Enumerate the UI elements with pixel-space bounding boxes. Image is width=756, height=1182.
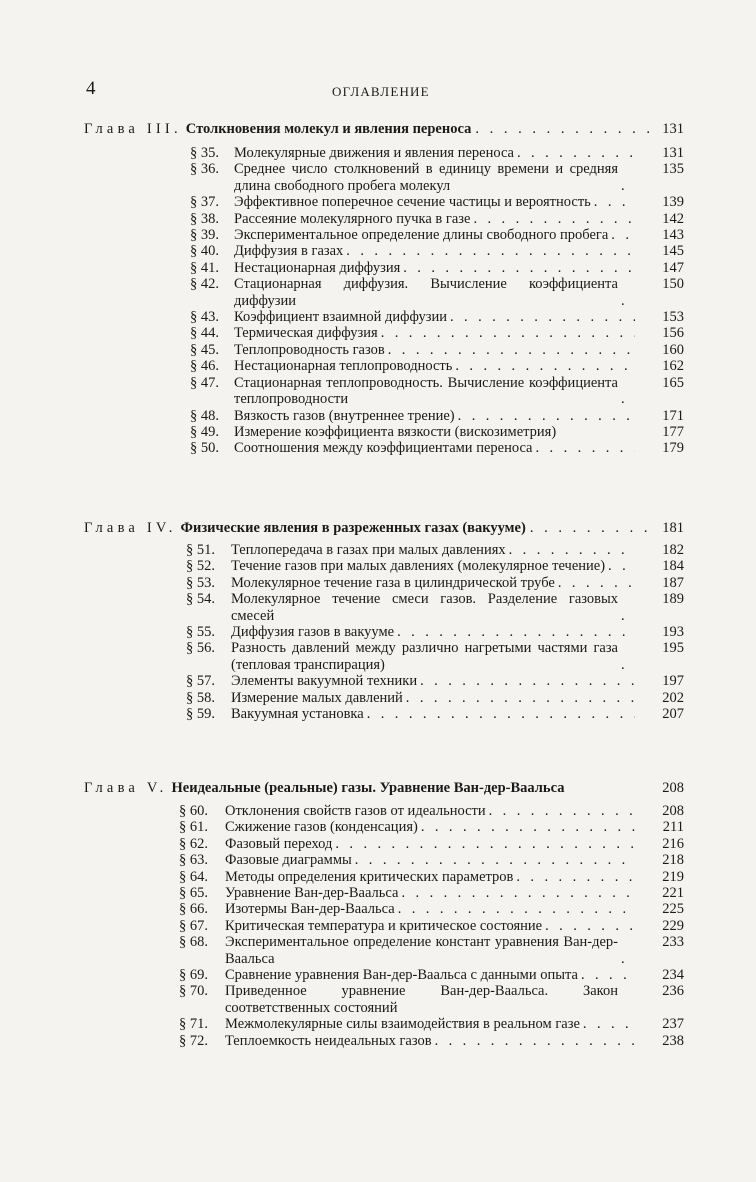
- section-page-number: 237: [662, 1016, 684, 1033]
- section-body: [225, 819, 638, 835]
- section-page-number: 143: [662, 227, 684, 244]
- section-page-number: 202: [662, 689, 684, 706]
- chapter-heading[interactable]: [84, 780, 684, 797]
- section-number: § 51.: [186, 542, 215, 558]
- section-list: [190, 145, 684, 457]
- section-title: Методы определения критических параметров: [225, 868, 514, 885]
- section-body: [234, 375, 638, 408]
- dot-leader: [397, 624, 635, 640]
- section-page-number: 216: [662, 835, 684, 852]
- section-page-number: 218: [662, 852, 684, 869]
- dot-leader: [346, 243, 635, 259]
- section-number: § 63.: [179, 852, 208, 869]
- section-body: [225, 918, 638, 934]
- section-title: Отклонения свойств газов от идеальности: [225, 803, 486, 819]
- toc-entry[interactable]: [190, 325, 684, 341]
- section-body: [225, 852, 638, 868]
- section-number: § 39.: [190, 227, 219, 244]
- section-title: Нестационарная теплопроводность: [234, 358, 453, 375]
- chapter-row: [84, 520, 684, 537]
- section-page-number: 135: [662, 161, 684, 178]
- section-title: Приведенное уравнение Ван-дер-Ваальса. Закон соответственных состояний: [225, 983, 618, 1016]
- dot-leader: [621, 608, 635, 624]
- toc-entry[interactable]: [190, 424, 684, 440]
- toc-entry[interactable]: [190, 243, 684, 259]
- dot-leader: [558, 575, 635, 591]
- section-page-number: 160: [662, 341, 684, 358]
- toc-entry[interactable]: [186, 690, 684, 706]
- toc-entry[interactable]: [190, 408, 684, 424]
- section-page-number: 211: [662, 819, 684, 836]
- dot-leader: [401, 885, 635, 901]
- section-page-number: 156: [662, 325, 684, 342]
- section-body: [234, 161, 638, 194]
- section-title: Фазовый переход: [225, 835, 333, 852]
- dot-leader: [381, 325, 635, 341]
- toc-entry[interactable]: [190, 145, 684, 161]
- section-page-number: 208: [662, 803, 684, 819]
- section-number: § 67.: [179, 917, 208, 934]
- section-body: [225, 803, 638, 819]
- section-title: Сжижение газов (конденсация): [225, 819, 418, 836]
- section-number: § 38.: [190, 210, 219, 227]
- section-number: § 53.: [186, 574, 215, 591]
- toc-entry[interactable]: [179, 869, 684, 885]
- section-title: Разность давлений между различно нагретыми частями газа (тепловая транспирация): [231, 640, 618, 673]
- section-body: [234, 227, 638, 243]
- section-body: [225, 1016, 638, 1032]
- section-number: § 57.: [186, 673, 215, 690]
- section-number: § 60.: [179, 803, 208, 819]
- section-body: [234, 211, 638, 227]
- toc-entry[interactable]: [190, 342, 684, 358]
- section-title: Стационарная диффузия. Вычисление коэффициента диффузии: [234, 276, 618, 309]
- section-number: § 64.: [179, 868, 208, 885]
- toc-entry[interactable]: [190, 276, 684, 309]
- toc-entry[interactable]: [186, 706, 684, 722]
- section-body: [234, 260, 638, 276]
- dot-leader: [621, 951, 635, 967]
- toc-entry[interactable]: [179, 1033, 684, 1049]
- section-body: [231, 542, 638, 558]
- toc-entry[interactable]: [179, 918, 684, 934]
- section-body: [225, 983, 638, 1016]
- section-number: § 61.: [179, 819, 208, 836]
- section-page-number: 225: [662, 901, 684, 918]
- section-title: Диффузия в газах: [234, 243, 344, 260]
- section-page-number: 150: [662, 276, 684, 293]
- chapter-row: [84, 121, 684, 138]
- section-title: Вязкость газов (внутреннее трение): [234, 407, 455, 424]
- section-page-number: 162: [662, 358, 684, 375]
- chapter-title: Физические явления в разреженных газах (вакууме): [180, 520, 526, 536]
- section-title: Измерение коэффициента вязкости (вискозиметрия): [234, 423, 557, 440]
- section-page-number: 142: [662, 210, 684, 227]
- toc-entry[interactable]: [179, 1016, 684, 1032]
- section-number: § 70.: [179, 983, 208, 1000]
- section-page-number: 147: [662, 259, 684, 276]
- section-body: [231, 591, 638, 624]
- dot-leader: [435, 1033, 635, 1049]
- section-number: § 48.: [190, 407, 219, 424]
- section-body: [234, 424, 638, 440]
- dot-leader: [536, 440, 636, 456]
- section-page-number: 238: [662, 1032, 684, 1049]
- section-body: [231, 575, 638, 591]
- section-body: [225, 885, 638, 901]
- toc-entry[interactable]: [190, 260, 684, 276]
- toc-entry[interactable]: [186, 591, 684, 624]
- chapter-page-number: 208: [662, 780, 684, 796]
- section-body: [234, 408, 638, 424]
- dot-leader: [489, 803, 635, 819]
- toc-entry[interactable]: [179, 819, 684, 835]
- section-number: § 69.: [179, 967, 208, 984]
- section-number: § 37.: [190, 194, 219, 211]
- section-title: Теплопроводность газов: [234, 341, 385, 358]
- section-number: § 54.: [186, 591, 215, 608]
- chapter-page-number: 131: [662, 121, 684, 137]
- section-title: Молекулярное течение смеси газов. Разделение газовых смесей: [231, 591, 618, 624]
- chapter-label: Глава IV.: [84, 520, 177, 536]
- section-title: Экспериментальное определение длины свободного пробега: [234, 227, 609, 244]
- section-page-number: 171: [662, 407, 684, 424]
- toc-entry[interactable]: [186, 542, 684, 558]
- dot-leader: [455, 358, 635, 374]
- chapter-title: Неидеальные (реальные) газы. Уравнение Ван-дер-Ваальса: [171, 780, 565, 796]
- page-number: 4: [86, 78, 96, 99]
- section-page-number: 229: [662, 917, 684, 934]
- section-page-number: 234: [662, 967, 684, 984]
- dot-leader: [621, 657, 635, 673]
- section-number: § 40.: [190, 243, 219, 260]
- toc-entry[interactable]: [179, 885, 684, 901]
- section-title: Рассеяние молекулярного пучка в газе: [234, 210, 471, 227]
- toc-entry[interactable]: [186, 558, 684, 574]
- section-page-number: 197: [662, 673, 684, 690]
- toc-entry[interactable]: [179, 836, 684, 852]
- dot-leader: [475, 121, 650, 138]
- section-title: Вакуумная установка: [231, 706, 364, 723]
- toc-entry[interactable]: [190, 375, 684, 408]
- section-title: Теплоемкость неидеальных газов: [225, 1032, 432, 1049]
- chapter-title: Столкновения молекул и явления переноса: [185, 121, 472, 137]
- dot-leader: [367, 706, 635, 722]
- section-body: [231, 690, 638, 706]
- section-page-number: 165: [662, 374, 684, 391]
- section-number: § 55.: [186, 624, 215, 641]
- toc-entry[interactable]: [186, 575, 684, 591]
- section-number: § 72.: [179, 1032, 208, 1049]
- toc-entry[interactable]: [179, 803, 684, 819]
- section-title: Термическая диффузия: [234, 325, 378, 342]
- section-number: § 46.: [190, 358, 219, 375]
- dot-leader: [545, 918, 635, 934]
- section-number: § 35.: [190, 145, 219, 161]
- section-number: § 44.: [190, 325, 219, 342]
- section-list: [179, 803, 684, 1049]
- toc-entry[interactable]: [179, 967, 684, 983]
- section-title: Диффузия газов в вакууме: [231, 624, 395, 641]
- section-number: § 52.: [186, 558, 215, 575]
- dot-leader: [583, 1016, 635, 1032]
- toc-entry[interactable]: [190, 194, 684, 210]
- toc-entry[interactable]: [190, 161, 684, 194]
- section-number: § 58.: [186, 689, 215, 706]
- section-body: [234, 342, 638, 358]
- section-page-number: 177: [662, 423, 684, 440]
- section-title: Измерение малых давлений: [231, 689, 403, 706]
- section-body: [225, 901, 638, 917]
- section-page-number: 219: [662, 868, 684, 885]
- dot-leader: [517, 145, 635, 161]
- section-page-number: 207: [662, 706, 684, 723]
- dot-leader: [335, 836, 635, 852]
- section-title: Изотермы Ван-дер-Ваальса: [225, 901, 395, 918]
- toc-entry[interactable]: [186, 673, 684, 689]
- toc-entry[interactable]: [186, 624, 684, 640]
- dot-leader: [621, 391, 635, 407]
- section-body: [225, 869, 638, 885]
- section-number: § 71.: [179, 1016, 208, 1033]
- section-page-number: 195: [662, 640, 684, 657]
- section-body: [234, 325, 638, 341]
- section-title: Течение газов при малых давлениях (молекулярное течение): [231, 558, 606, 575]
- dot-leader: [403, 260, 635, 276]
- section-number: § 50.: [190, 440, 219, 457]
- section-title: Нестационарная диффузия: [234, 259, 401, 276]
- toc-entry[interactable]: [179, 852, 684, 868]
- dot-leader: [621, 293, 635, 309]
- section-body: [225, 1033, 638, 1049]
- dot-leader: [621, 178, 635, 194]
- toc-entry[interactable]: [190, 440, 684, 456]
- section-number: § 59.: [186, 706, 215, 723]
- section-title: Молекулярные движения и явления переноса: [234, 145, 514, 161]
- section-page-number: 182: [662, 542, 684, 558]
- section-title: Эффективное поперечное сечение частицы и вероятность: [234, 194, 591, 211]
- toc-entry[interactable]: [190, 309, 684, 325]
- section-page-number: 236: [662, 983, 684, 1000]
- section-body: [234, 194, 638, 210]
- section-number: § 65.: [179, 885, 208, 902]
- section-body: [231, 624, 638, 640]
- section-body: [234, 309, 638, 325]
- section-body: [231, 706, 638, 722]
- chapter-row: [84, 780, 684, 797]
- section-page-number: 221: [662, 885, 684, 902]
- section-title: Стационарная теплопроводность. Вычисление коэффициента теплопроводности: [234, 374, 618, 408]
- section-body: [225, 934, 638, 967]
- section-number: § 42.: [190, 276, 219, 293]
- section-number: § 43.: [190, 309, 219, 326]
- section-title: Экспериментальное определение констант уравнения Ван-дер-Ваальса: [225, 934, 618, 967]
- section-body: [234, 358, 638, 374]
- section-body: [225, 967, 638, 983]
- section-number: § 47.: [190, 374, 219, 391]
- section-page-number: 189: [662, 591, 684, 608]
- section-page-number: 145: [662, 243, 684, 260]
- section-list: [186, 542, 684, 722]
- section-title: Сравнение уравнения Ван-дер-Ваальса с данными опыта: [225, 967, 578, 984]
- dot-leader: [420, 673, 635, 689]
- chapter-page-number: 181: [662, 520, 684, 536]
- section-title: Соотношения между коэффициентами переноса: [234, 440, 533, 457]
- section-number: § 49.: [190, 423, 219, 440]
- toc-entry[interactable]: [190, 358, 684, 374]
- section-body: [234, 276, 638, 309]
- section-title: Фазовые диаграммы: [225, 852, 352, 869]
- section-number: § 68.: [179, 934, 208, 951]
- dot-leader: [516, 869, 635, 885]
- dot-leader: [406, 690, 635, 706]
- section-body: [231, 640, 638, 673]
- section-body: [234, 145, 638, 161]
- chapter-heading[interactable]: [84, 121, 684, 138]
- section-number: § 45.: [190, 341, 219, 358]
- section-page-number: 193: [662, 624, 684, 641]
- chapter-heading[interactable]: [84, 520, 684, 537]
- section-page-number: 153: [662, 309, 684, 326]
- section-body: [225, 836, 638, 852]
- toc-entry[interactable]: [190, 211, 684, 227]
- dot-leader: [473, 211, 635, 227]
- chapter-label: Глава III.: [84, 121, 182, 137]
- dot-leader: [388, 342, 635, 358]
- section-number: § 56.: [186, 640, 215, 657]
- section-title: Молекулярное течение газа в цилиндрической трубе: [231, 574, 555, 591]
- dot-leader: [458, 408, 635, 424]
- dot-leader: [450, 309, 635, 325]
- running-title: ОГЛАВЛЕНИЕ: [332, 84, 430, 99]
- section-page-number: 139: [662, 194, 684, 211]
- section-body: [231, 673, 638, 689]
- section-body: [234, 440, 638, 456]
- dot-leader: [355, 852, 635, 868]
- toc-entry[interactable]: [179, 901, 684, 917]
- dot-leader: [398, 901, 635, 917]
- toc-entry[interactable]: [186, 640, 684, 673]
- section-body: [231, 558, 638, 574]
- section-page-number: 131: [662, 145, 684, 161]
- section-number: § 36.: [190, 161, 219, 178]
- section-title: Межмолекулярные силы взаимодействия в реальном газе: [225, 1016, 580, 1033]
- toc-entry[interactable]: [179, 983, 684, 1016]
- section-number: § 66.: [179, 901, 208, 918]
- section-page-number: 179: [662, 440, 684, 457]
- section-title: Коэффициент взаимной диффузии: [234, 309, 447, 326]
- dot-leader: [608, 558, 635, 574]
- section-title: Уравнение Ван-дер-Ваальса: [225, 885, 399, 902]
- dot-leader: [611, 227, 635, 243]
- section-title: Теплопередача в газах при малых давлениях: [231, 542, 506, 558]
- section-number: § 62.: [179, 835, 208, 852]
- section-page-number: 187: [662, 574, 684, 591]
- toc-entry[interactable]: [190, 227, 684, 243]
- dot-leader: [594, 194, 635, 210]
- section-title: Критическая температура и критическое состояние: [225, 917, 543, 934]
- dot-leader: [421, 819, 635, 835]
- section-page-number: 233: [662, 934, 684, 951]
- dot-leader: [581, 967, 635, 983]
- section-title: Элементы вакуумной техники: [231, 673, 418, 690]
- section-number: § 41.: [190, 259, 219, 276]
- dot-leader: [509, 542, 635, 558]
- toc-entry[interactable]: [179, 934, 684, 967]
- section-title: Среднее число столкновений в единицу времени и средняя длина свободного пробега молекул: [234, 161, 618, 194]
- chapter-label: Глава V.: [84, 780, 168, 796]
- section-page-number: 184: [662, 558, 684, 575]
- section-body: [234, 243, 638, 259]
- dot-leader: [530, 520, 650, 537]
